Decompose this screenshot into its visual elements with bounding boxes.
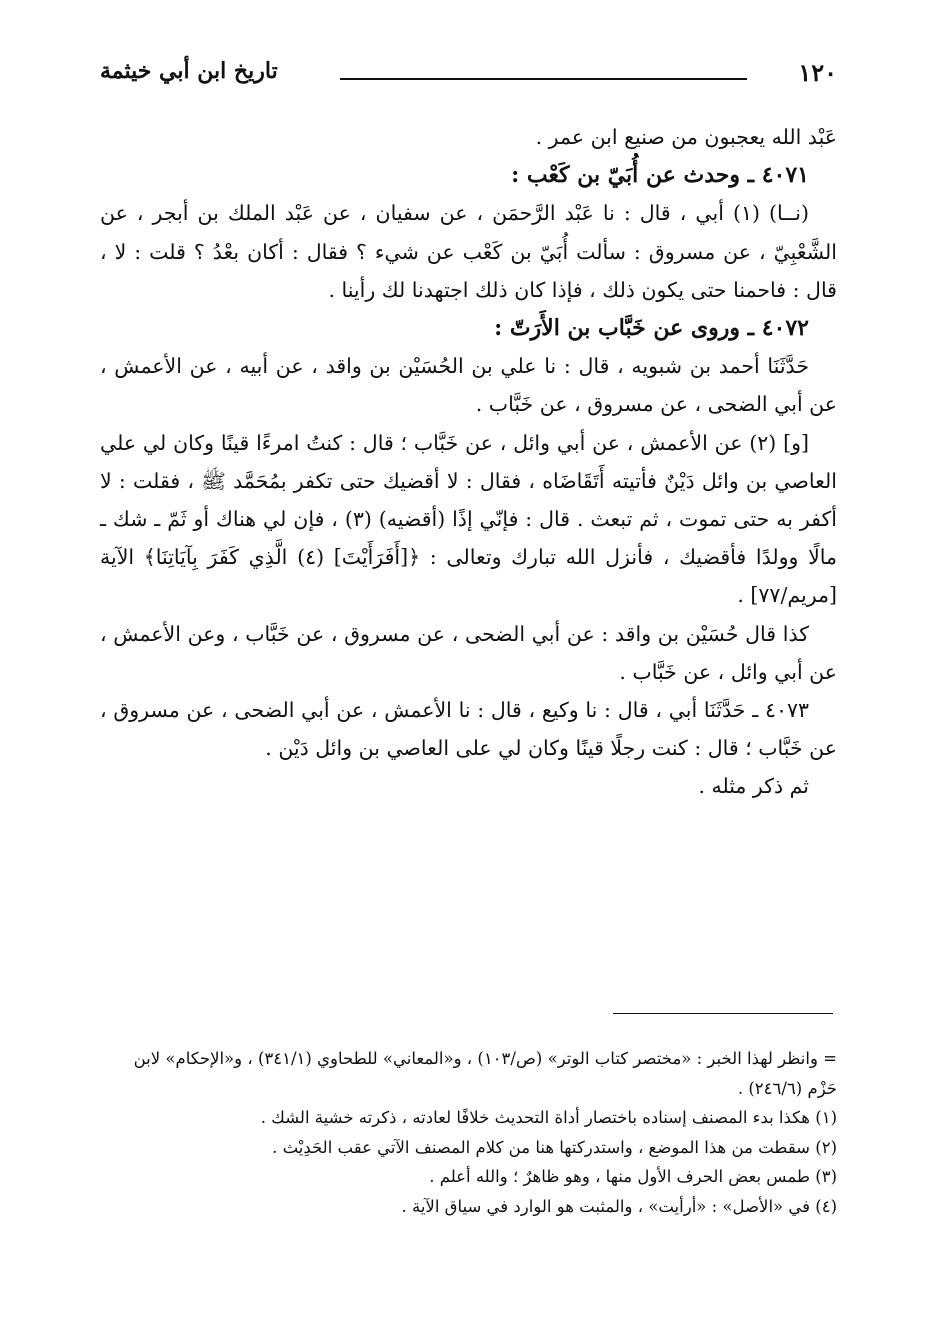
page-header <box>100 58 837 98</box>
footnote-4: (٤) في «الأصل» : «أرأيت» ، والمثبت هو الوارد في سياق الآية . <box>401 1196 837 1216</box>
entry-4071-text: (نــا) (١) أبي ، قال : نا عَبْد الرَّحمَن ، عن سفيان ، عن عَبْد الملك بن أبجر ، عن الشَّعْبِيّ ، عن مسروق : سألت أُبَيّ بن كَعْب عن شيء ؟ فقال : أكان بعْدُ ؟ قلت : لا ، قال : فاحمنا حتى يكون ذلك ، فإذا كان ذلك اجتهدنا لك رأينا . <box>100 201 837 302</box>
footnote-continuation: = وانظر لهذا الخبر : «مختصر كتاب الوتر» (ص/١٠٣) ، و«المعاني» للطحاوي (٣٤١/١) ، و«الإحكام» لابن حَزْم (٢٤٦/٦) . <box>133 1049 837 1098</box>
running-title: تاريخ ابن أبي خيثمة <box>100 58 278 84</box>
main-text <box>100 118 837 806</box>
entry-4072-text-b: [و] (٢) عن الأعمش ، عن أبي وائل ، عن خَبَّاب ؛ قال : كنتُ امرءًا قينًا وكان لي علي العاصي بن وائل دَيْنٌ فأتيته أَتَقَاضَاه ، فقال : لا أقضيك حتى تكفر بمُحَمَّد ﷺ ، فقلت : لا أكفر به حتى تموت ، ثم تبعث . قال : فإنّي إذًا (أقضيه) (٣) ، فإن لي هناك أو ثَمّ ـ شك ـ مالًا وولدًا فأقضيك ، فأنزل الله تبارك وتعالى : ﴿[أَفَرَأَيْتَ] (٤) الَّذِي كَفَرَ بِآيَاتِنَا﴾ الآية [مريم/٧٧] . <box>100 430 838 608</box>
footnote-3: (٣) طمس بعض الحرف الأول منها ، وهو ظاهرٌ ؛ والله أعلم . <box>429 1167 837 1186</box>
entry-4072-heading: ٤٠٧٢ ـ وروى عن خَبَّاب بن الأَرَتّ : <box>494 315 809 342</box>
footnotes <box>100 1044 837 1221</box>
entry-4071-heading: ٤٠٧١ ـ وحدث عن أُبَيّ بن كَعْب : <box>511 162 809 189</box>
page-number: ١٢٠ <box>798 58 837 87</box>
entry-4072-text-c: كذا قال حُسَيْن بن واقد : عن أبي الضحى ، عن مسروق ، عن خَبَّاب ، وعن الأعمش ، عن أبي وائل ، عن خَبَّاب . <box>100 621 837 684</box>
header-rule <box>340 78 747 80</box>
entry-4073-text: ٤٠٧٣ ـ حَدَّثَنَا أبي ، قال : نا وكيع ، قال : نا الأعمش ، عن أبي الضحى ، عن مسروق ، عن خَبَّاب ؛ قال : كنت رجلًا قينًا وكان لي على العاصي بن وائل دَيْن . <box>100 698 837 761</box>
footnote-2: (٢) سقطت من هذا الموضع ، واستدركتها هنا من كلام المصنف الآتي عقب الحَدِيْث . <box>272 1137 837 1157</box>
footnote-1: (١) هكذا بدء المصنف إسناده باختصار أداة التحديث خلافًا لعادته ، ذكرته خشية الشك . <box>260 1108 837 1127</box>
text-line-1: عَبْد الله يعجبون من صنيع ابن عمر . <box>535 125 837 149</box>
entry-4072-text-a: حَدَّثَنَا أحمد بن شبويه ، قال : نا علي بن الحُسَيْن بن واقد ، عن أبيه ، عن الأعمش ، عن أبي الضحى ، عن مسروق ، عن خَبَّاب . <box>100 354 837 417</box>
entry-4073-end: ثم ذكر مثله . <box>698 774 809 799</box>
footnote-rule <box>613 1013 833 1014</box>
